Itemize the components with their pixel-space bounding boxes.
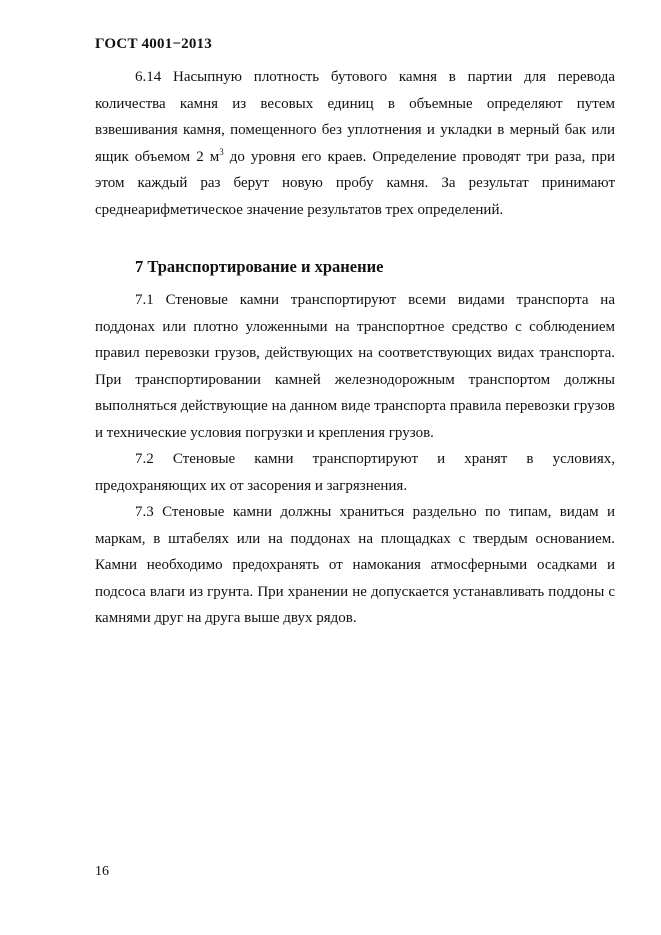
page-number: 16 (95, 864, 109, 879)
document-header: ГОСТ 4001−2013 (95, 36, 212, 52)
paragraph-6-14-text: 6.14 Насыпную плотность бутового камня в партии для перевода количества камня из весовых единиц в объемные определяют путем взвешивания камня, помещенного без уплотнения и укладки в мерный бак или ящик объемом 2 м (95, 69, 615, 165)
paragraph-6-14 (95, 64, 615, 223)
section-7-heading: 7 Транспортирование и хранение (135, 257, 384, 276)
paragraph-7-2: 7.2 Стеновые камни транспортируют и хранят в условиях, предохраняющих их от засорения и загрязнения. (95, 451, 615, 494)
superscript-cubic: 3 (219, 146, 224, 157)
paragraph-7-3: 7.3 Стеновые камни должны храниться раздельно по типам, видам и маркам, в штабелях или на поддонах на площадках с твердым основанием. Камни необходимо предохранять от намокания атмосферными осадками и подсоса влаги из грунта. При хранении не допускается устанавливать поддоны с камнями друг на друга выше двух рядов. (95, 504, 615, 626)
section-6-body (95, 64, 615, 223)
paragraph-6-14-text-end: до уровня его краев. Определение проводят три раза, при этом каждый раз берут новую пробу камня. За результат принимают среднеарифметическое значение результатов трех определений. (95, 148, 615, 218)
paragraph-7-1: 7.1 Стеновые камни транспортируют всеми видами транспорта на поддонах или плотно уложенными на транспортное средство с соблюдением правил перевозки грузов, действующих на соответствующих видах транспорта. При транспортировании камней железнодорожным транспортом должны выполняться действующие на данном виде транспорта правила перевозки грузов и технические условия погрузки и крепления грузов. (95, 292, 615, 441)
section-7-body (95, 287, 615, 632)
